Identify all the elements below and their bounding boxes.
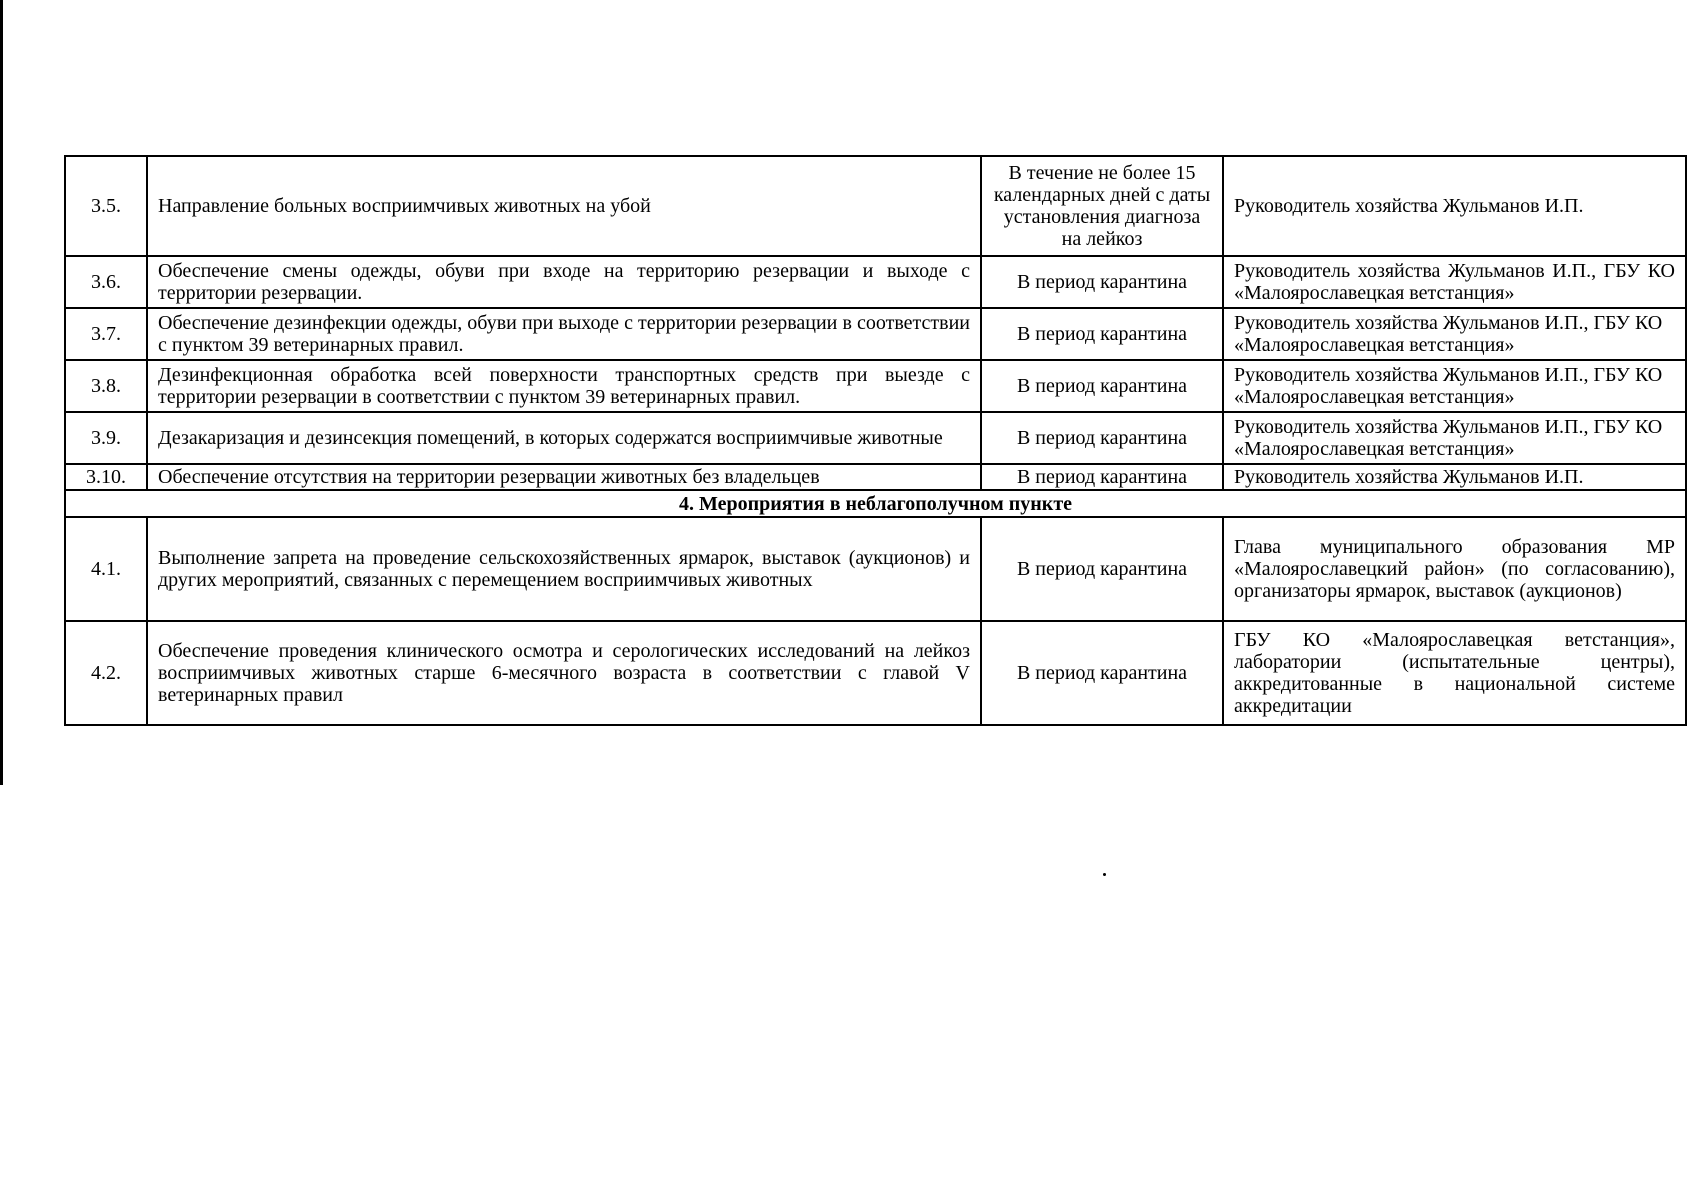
measure-responsible: Руководитель хозяйства Жульманов И.П., ГБУ КО «Малоярославецкая ветстанция»	[1223, 308, 1686, 360]
table-row	[65, 256, 1686, 308]
measure-description: Дезинфекционная обработка всей поверхности транспортных средств при выезде с территории резервации в соответствии с пунктом 39 ветеринарных правил.	[147, 360, 981, 412]
measure-description: Обеспечение проведения клинического осмотра и серологических исследований на лейкоз восприимчивых животных старше 6-месячного возраста в соответствии с главой V ветеринарных правил	[147, 621, 981, 725]
row-number: 3.5.	[65, 156, 147, 256]
row-number: 3.6.	[65, 256, 147, 308]
row-number: 4.1.	[65, 517, 147, 621]
section-title: 4. Мероприятия в неблагополучном пункте	[65, 490, 1686, 517]
measure-responsible: Руководитель хозяйства Жульманов И.П.	[1223, 464, 1686, 490]
measure-period: В течение не более 15 календарных дней с даты установления диагноза на лейкоз	[981, 156, 1223, 256]
section-header-row	[65, 490, 1686, 517]
table-row	[65, 360, 1686, 412]
measure-description: Обеспечение дезинфекции одежды, обуви при выходе с территории резервации в соответствии с пунктом 39 ветеринарных правил.	[147, 308, 981, 360]
measures-table	[64, 155, 1687, 726]
measure-period: В период карантина	[981, 360, 1223, 412]
measure-responsible: Руководитель хозяйства Жульманов И.П., ГБУ КО «Малоярославецкая ветстанция»	[1223, 256, 1686, 308]
table-row	[65, 621, 1686, 725]
measure-responsible: Руководитель хозяйства Жульманов И.П., ГБУ КО «Малоярославецкая ветстанция»	[1223, 412, 1686, 464]
measure-period: В период карантина	[981, 621, 1223, 725]
measure-responsible: Глава муниципального образования МР «Малоярославецкий район» (по согласованию), организаторы ярмарок, выставок (аукционов)	[1223, 517, 1686, 621]
table-row	[65, 156, 1686, 256]
table-row	[65, 412, 1686, 464]
row-number: 3.7.	[65, 308, 147, 360]
page-left-edge-rule	[0, 0, 3, 785]
table-row	[65, 308, 1686, 360]
table-row	[65, 464, 1686, 490]
table-row	[65, 517, 1686, 621]
measure-description: Обеспечение смены одежды, обуви при входе на территорию резервации и выходе с территории резервации.	[147, 256, 981, 308]
measure-description: Дезакаризация и дезинсекция помещений, в которых содержатся восприимчивые животные	[147, 412, 981, 464]
measure-responsible: Руководитель хозяйства Жульманов И.П.	[1223, 156, 1686, 256]
measure-description: Направление больных восприимчивых животных на убой	[147, 156, 981, 256]
row-number: 3.10.	[65, 464, 147, 490]
measure-period: В период карантина	[981, 308, 1223, 360]
measure-responsible: Руководитель хозяйства Жульманов И.П., ГБУ КО «Малоярославецкая ветстанция»	[1223, 360, 1686, 412]
measure-responsible: ГБУ КО «Малоярославецкая ветстанция», лаборатории (испытательные центры), аккредитованные в национальной системе аккредитации	[1223, 621, 1686, 725]
measure-description: Обеспечение отсутствия на территории резервации животных без владельцев	[147, 464, 981, 490]
row-number: 3.8.	[65, 360, 147, 412]
measure-description: Выполнение запрета на проведение сельскохозяйственных ярмарок, выставок (аукционов) и других мероприятий, связанных с перемещением восприимчивых животных	[147, 517, 981, 621]
measure-period: В период карантина	[981, 517, 1223, 621]
measure-period: В период карантина	[981, 412, 1223, 464]
row-number: 3.9.	[65, 412, 147, 464]
row-number: 4.2.	[65, 621, 147, 725]
measure-period: В период карантина	[981, 256, 1223, 308]
measure-period: В период карантина	[981, 464, 1223, 490]
stray-dot-mark	[1103, 873, 1106, 876]
